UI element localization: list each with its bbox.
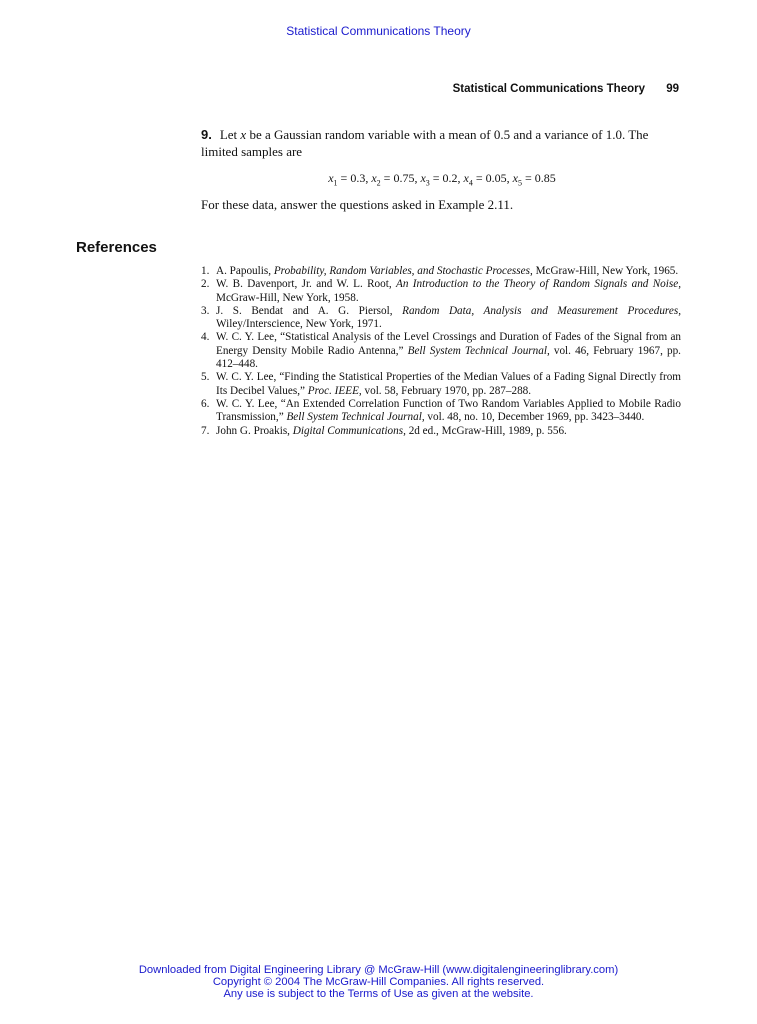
sample-values: $x_1 = 0.3$, $x_2 = 0.75$, $x_3 = 0.2$, $x_4 = 0.05$, $x_5 = 0.85$ [328, 171, 556, 188]
problem-variable: x [240, 127, 247, 142]
reference-details: McGraw-Hill, New York, 1958. [216, 291, 359, 304]
footer-notice[interactable] [0, 964, 757, 1000]
reference-number: 3. [201, 304, 210, 317]
reference-item [201, 398, 681, 425]
footer-terms-line[interactable]: Any use is subject to the Terms of Use as given at the website. [223, 988, 534, 1000]
sample-subscript: 1 [333, 178, 338, 188]
sample-subscript: 2 [376, 178, 381, 188]
reference-title: Bell System Technical Journal, [407, 344, 550, 357]
reference-details: 2d ed., McGraw-Hill, 1989, p. 556. [405, 424, 567, 437]
reference-details: Wiley/Interscience, New York, 1971. [216, 318, 382, 331]
reference-authors: A. Papoulis, [216, 265, 274, 277]
problem-followup: For these data, answer the questions asked in Example 2.11. [201, 197, 514, 212]
problem-intro-pre: Let [219, 127, 241, 142]
problem-intro-post: be a Gaussian random variable with a mean of 0.5 and a variance of 1.0. The limited samples are [201, 127, 649, 159]
sample-variable: x [420, 171, 426, 185]
sample-value: 0.85 [534, 171, 556, 185]
sample-variable: x [328, 171, 334, 185]
sample-item: $x_1 = 0.3$ [328, 171, 366, 188]
sample-variable: x [463, 171, 469, 185]
reference-details: McGraw-Hill, New York, 1965. [532, 265, 679, 277]
sample-subscript: 3 [425, 178, 430, 188]
reference-item [201, 265, 681, 278]
reference-item [201, 425, 681, 438]
sample-item: $x_3 = 0.2$ [420, 171, 458, 188]
reference-list [201, 265, 681, 438]
reference-authors: W. C. Y. Lee, “Statistical Analysis of the Level Crossings and Duration of Fades of the Signal from an Energy Density Mobile Radio Antenna,” [216, 331, 681, 357]
reference-title: Proc. IEEE, [307, 384, 362, 397]
reference-item [201, 331, 681, 371]
sample-value: 0.75 [393, 171, 415, 185]
sample-value: 0.3 [350, 171, 366, 185]
reference-authors: W. B. Davenport, Jr. and W. L. Root, [216, 278, 396, 291]
problem-number: 9. [201, 127, 212, 142]
reference-details: vol. 58, February 1970, pp. 287–288. [361, 384, 532, 397]
reference-title: Probability, Random Variables, and Stochastic Processes, [273, 265, 533, 277]
footer-copyright-line: Copyright © 2004 The McGraw-Hill Companies. All rights reserved. [212, 976, 545, 988]
reference-item [201, 305, 681, 332]
sample-variable: x [512, 171, 518, 185]
reference-details: vol. 48, no. 10, December 1969, pp. 3423–3440. [424, 411, 645, 424]
reference-number: 2. [201, 278, 210, 291]
reference-details: vol. 46, February 1967, pp. 412–448. [216, 344, 681, 371]
reference-authors: J. S. Bendat and A. G. Piersol, [216, 304, 403, 317]
reference-authors: W. C. Y. Lee, “Finding the Statistical Properties of the Median Values of a Fading Signal Directly from Its Decibel Values,” [216, 371, 681, 397]
reference-authors: John G. Proakis, [216, 424, 293, 437]
reference-title: An Introduction to the Theory of Random Signals and Noise, [396, 278, 681, 291]
reference-title: Digital Communications, [292, 424, 406, 437]
reference-number: 6. [201, 397, 210, 410]
problem-9 [201, 126, 683, 160]
sample-variable: x [371, 171, 377, 185]
top-title-link[interactable]: Statistical Communications Theory [286, 24, 471, 38]
references-heading: References [76, 239, 157, 256]
running-head [453, 83, 679, 95]
reference-authors: W. C. Y. Lee, “An Extended Correlation Function of Two Random Variables Applied to Mobile Radio Transmission,” [216, 397, 681, 424]
sample-value: 0.2 [442, 171, 458, 185]
page-number: 99 [666, 83, 679, 95]
reference-number: 5. [201, 371, 210, 384]
sample-item: $x_2 = 0.75$ [371, 171, 415, 188]
sample-item: $x_5 = 0.85$ [512, 171, 556, 188]
footer-download-line[interactable]: Downloaded from Digital Engineering Library @ McGraw-Hill (www.digitalengineeringlibrary.com) [138, 964, 619, 976]
reference-number: 7. [201, 424, 210, 437]
reference-title: Bell System Technical Journal, [286, 411, 425, 424]
sample-item: $x_4 = 0.05$ [463, 171, 507, 188]
reference-title: Random Data, Analysis and Measurement Procedures, [402, 304, 681, 317]
sample-value: 0.05 [485, 171, 507, 185]
reference-item [201, 371, 681, 398]
sample-subscript: 4 [468, 178, 473, 188]
reference-number: 4. [201, 331, 210, 344]
running-head-title: Statistical Communications Theory [452, 83, 645, 95]
reference-number: 1. [201, 265, 210, 277]
reference-item [201, 278, 681, 305]
sample-subscript: 5 [517, 178, 522, 188]
